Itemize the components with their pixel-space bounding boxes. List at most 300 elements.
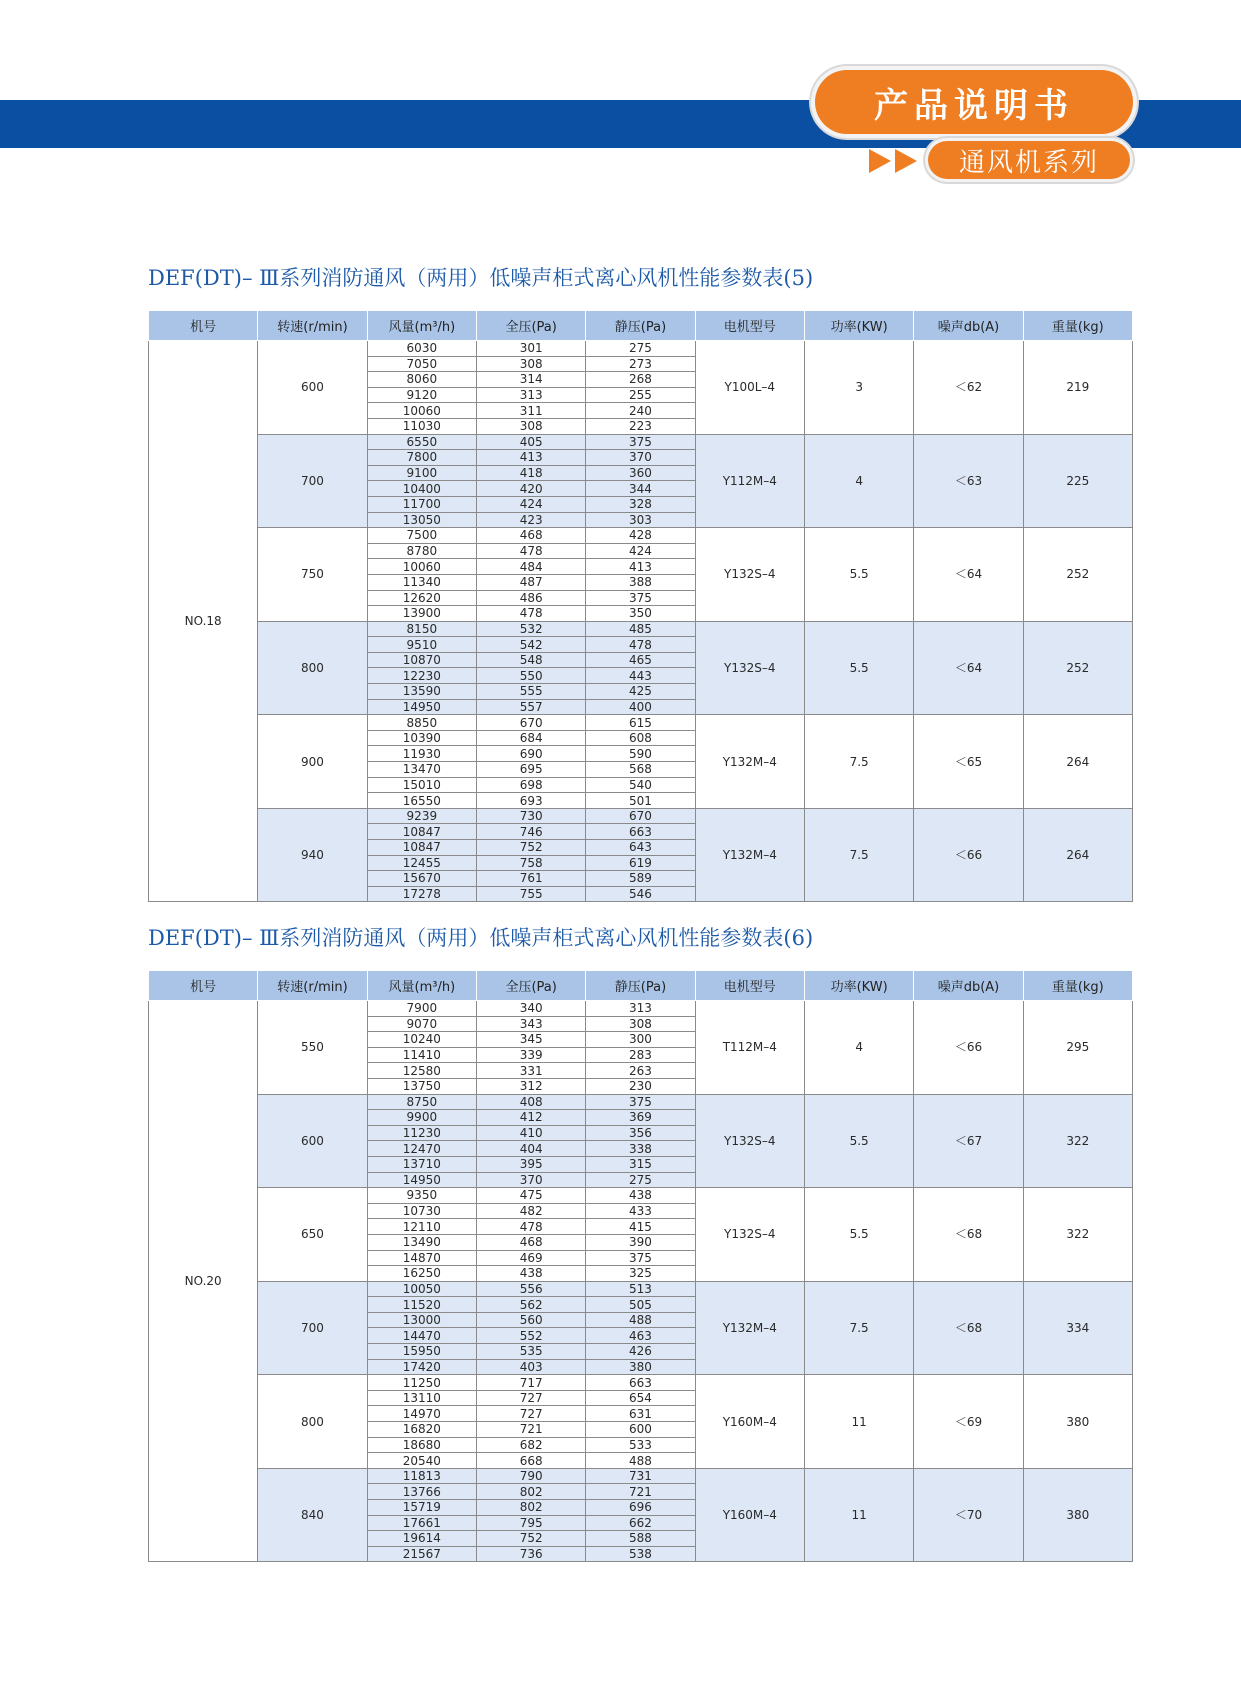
total-pressure-cell: 404: [476, 1141, 585, 1157]
airflow-cell: 8750: [367, 1094, 476, 1110]
total-pressure-cell: 403: [476, 1359, 585, 1375]
total-pressure-cell: 418: [476, 465, 585, 481]
total-pressure-cell: 548: [476, 652, 585, 668]
total-pressure-cell: 478: [476, 606, 585, 622]
airflow-cell: 20540: [367, 1453, 476, 1469]
airflow-cell: 11030: [367, 418, 476, 434]
static-pressure-cell: 273: [586, 356, 695, 372]
airflow-cell: 16250: [367, 1266, 476, 1282]
airflow-cell: 9120: [367, 387, 476, 403]
static-pressure-cell: 268: [586, 372, 695, 388]
airflow-cell: 17278: [367, 886, 476, 902]
noise-cell: ＜66: [914, 808, 1023, 902]
column-header: 风量(m³/h): [367, 971, 476, 1001]
brand-title: 产品说明书: [815, 70, 1133, 134]
total-pressure-cell: 562: [476, 1297, 585, 1313]
speed-cell: 750: [258, 528, 367, 622]
static-pressure-cell: 619: [586, 855, 695, 871]
airflow-cell: 17420: [367, 1359, 476, 1375]
total-pressure-cell: 487: [476, 574, 585, 590]
noise-cell: ＜67: [914, 1094, 1023, 1188]
table-row: [149, 341, 1133, 357]
noise-cell: ＜63: [914, 434, 1023, 528]
static-pressure-cell: 589: [586, 871, 695, 887]
airflow-cell: 6550: [367, 434, 476, 450]
motor-model-cell: Y100L–4: [695, 341, 804, 435]
static-pressure-cell: 538: [586, 1546, 695, 1562]
weight-cell: 264: [1023, 715, 1132, 809]
airflow-cell: 7050: [367, 356, 476, 372]
speed-cell: 900: [258, 715, 367, 809]
weight-cell: 252: [1023, 621, 1132, 715]
total-pressure-cell: 469: [476, 1250, 585, 1266]
total-pressure-cell: 312: [476, 1078, 585, 1094]
total-pressure-cell: 542: [476, 637, 585, 653]
header-row: [149, 311, 1133, 341]
table-row: [149, 1188, 1133, 1204]
static-pressure-cell: 631: [586, 1406, 695, 1422]
static-pressure-cell: 643: [586, 840, 695, 856]
total-pressure-cell: 313: [476, 387, 585, 403]
motor-model-cell: Y132S–4: [695, 621, 804, 715]
airflow-cell: 9350: [367, 1188, 476, 1204]
airflow-cell: 10847: [367, 840, 476, 856]
total-pressure-cell: 410: [476, 1125, 585, 1141]
airflow-cell: 12470: [367, 1141, 476, 1157]
airflow-cell: 18680: [367, 1437, 476, 1453]
total-pressure-cell: 556: [476, 1281, 585, 1297]
static-pressure-cell: 308: [586, 1016, 695, 1032]
total-pressure-cell: 308: [476, 418, 585, 434]
total-pressure-cell: 736: [476, 1546, 585, 1562]
airflow-cell: 11410: [367, 1047, 476, 1063]
static-pressure-cell: 283: [586, 1047, 695, 1063]
weight-cell: 380: [1023, 1375, 1132, 1469]
static-pressure-cell: 303: [586, 512, 695, 528]
speed-cell: 700: [258, 434, 367, 528]
airflow-cell: 13750: [367, 1078, 476, 1094]
airflow-cell: 8150: [367, 621, 476, 637]
weight-cell: 295: [1023, 1001, 1132, 1095]
total-pressure-cell: 484: [476, 559, 585, 575]
total-pressure-cell: 468: [476, 528, 585, 544]
airflow-cell: 11700: [367, 496, 476, 512]
total-pressure-cell: 752: [476, 840, 585, 856]
static-pressure-cell: 670: [586, 808, 695, 824]
airflow-cell: 13590: [367, 684, 476, 700]
airflow-cell: 8060: [367, 372, 476, 388]
column-header: 转速(r/min): [258, 311, 367, 341]
total-pressure-cell: 532: [476, 621, 585, 637]
column-header: 全压(Pa): [476, 311, 585, 341]
airflow-cell: 10730: [367, 1203, 476, 1219]
table-row: [149, 808, 1133, 824]
static-pressure-cell: 328: [586, 496, 695, 512]
noise-cell: ＜64: [914, 621, 1023, 715]
total-pressure-cell: 717: [476, 1375, 585, 1391]
airflow-cell: 14870: [367, 1250, 476, 1266]
table-row: [149, 1281, 1133, 1297]
total-pressure-cell: 790: [476, 1468, 585, 1484]
airflow-cell: 19614: [367, 1531, 476, 1547]
static-pressure-cell: 375: [586, 1250, 695, 1266]
total-pressure-cell: 475: [476, 1188, 585, 1204]
airflow-cell: 11813: [367, 1468, 476, 1484]
table-row: [149, 1094, 1133, 1110]
column-header: 电机型号: [695, 311, 804, 341]
airflow-cell: 13766: [367, 1484, 476, 1500]
airflow-cell: 7800: [367, 450, 476, 466]
static-pressure-cell: 369: [586, 1110, 695, 1126]
motor-model-cell: Y112M–4: [695, 434, 804, 528]
power-cell: 11: [804, 1375, 913, 1469]
airflow-cell: 10060: [367, 559, 476, 575]
total-pressure-cell: 468: [476, 1234, 585, 1250]
motor-model-cell: Y132M–4: [695, 715, 804, 809]
total-pressure-cell: 486: [476, 590, 585, 606]
power-cell: 5.5: [804, 1094, 913, 1188]
airflow-cell: 13490: [367, 1234, 476, 1250]
static-pressure-cell: 488: [586, 1453, 695, 1469]
column-header: 风量(m³/h): [367, 311, 476, 341]
static-pressure-cell: 546: [586, 886, 695, 902]
total-pressure-cell: 560: [476, 1312, 585, 1328]
total-pressure-cell: 408: [476, 1094, 585, 1110]
airflow-cell: 9100: [367, 465, 476, 481]
total-pressure-cell: 413: [476, 450, 585, 466]
speed-cell: 600: [258, 1094, 367, 1188]
total-pressure-cell: 761: [476, 871, 585, 887]
performance-table-6: [148, 970, 1133, 1562]
table-row: [149, 528, 1133, 544]
static-pressure-cell: 426: [586, 1344, 695, 1360]
airflow-cell: 12110: [367, 1219, 476, 1235]
motor-model-cell: Y132M–4: [695, 808, 804, 902]
total-pressure-cell: 331: [476, 1063, 585, 1079]
airflow-cell: 10050: [367, 1281, 476, 1297]
static-pressure-cell: 338: [586, 1141, 695, 1157]
power-cell: 7.5: [804, 1281, 913, 1375]
static-pressure-cell: 433: [586, 1203, 695, 1219]
airflow-cell: 13110: [367, 1390, 476, 1406]
noise-cell: ＜66: [914, 1001, 1023, 1095]
static-pressure-cell: 424: [586, 543, 695, 559]
column-header: 静压(Pa): [586, 311, 695, 341]
power-cell: 3: [804, 341, 913, 435]
column-header: 重量(kg): [1023, 971, 1132, 1001]
static-pressure-cell: 380: [586, 1359, 695, 1375]
static-pressure-cell: 463: [586, 1328, 695, 1344]
static-pressure-cell: 415: [586, 1219, 695, 1235]
airflow-cell: 6030: [367, 341, 476, 357]
static-pressure-cell: 425: [586, 684, 695, 700]
airflow-cell: 10400: [367, 481, 476, 497]
static-pressure-cell: 428: [586, 528, 695, 544]
static-pressure-cell: 590: [586, 746, 695, 762]
static-pressure-cell: 721: [586, 1484, 695, 1500]
static-pressure-cell: 600: [586, 1422, 695, 1438]
column-header: 全压(Pa): [476, 971, 585, 1001]
static-pressure-cell: 230: [586, 1078, 695, 1094]
static-pressure-cell: 275: [586, 341, 695, 357]
airflow-cell: 8780: [367, 543, 476, 559]
header-row: [149, 971, 1133, 1001]
airflow-cell: 13470: [367, 762, 476, 778]
total-pressure-cell: 340: [476, 1001, 585, 1017]
table-row: [149, 621, 1133, 637]
static-pressure-cell: 315: [586, 1156, 695, 1172]
weight-cell: 264: [1023, 808, 1132, 902]
total-pressure-cell: 412: [476, 1110, 585, 1126]
airflow-cell: 9239: [367, 808, 476, 824]
total-pressure-cell: 684: [476, 730, 585, 746]
airflow-cell: 9510: [367, 637, 476, 653]
static-pressure-cell: 388: [586, 574, 695, 590]
column-header: 噪声db(A): [914, 311, 1023, 341]
static-pressure-cell: 568: [586, 762, 695, 778]
noise-cell: ＜62: [914, 341, 1023, 435]
speed-cell: 600: [258, 341, 367, 435]
speed-cell: 700: [258, 1281, 367, 1375]
total-pressure-cell: 727: [476, 1390, 585, 1406]
static-pressure-cell: 344: [586, 481, 695, 497]
total-pressure-cell: 555: [476, 684, 585, 700]
speed-cell: 840: [258, 1468, 367, 1562]
airflow-cell: 10870: [367, 652, 476, 668]
airflow-cell: 14950: [367, 1172, 476, 1188]
motor-model-cell: Y160M–4: [695, 1375, 804, 1469]
static-pressure-cell: 540: [586, 777, 695, 793]
noise-cell: ＜65: [914, 715, 1023, 809]
column-header: 重量(kg): [1023, 311, 1132, 341]
power-cell: 5.5: [804, 1188, 913, 1282]
motor-model-cell: Y132S–4: [695, 1188, 804, 1282]
airflow-cell: 7500: [367, 528, 476, 544]
total-pressure-cell: 721: [476, 1422, 585, 1438]
static-pressure-cell: 501: [586, 793, 695, 809]
airflow-cell: 15670: [367, 871, 476, 887]
airflow-cell: 10240: [367, 1032, 476, 1048]
power-cell: 7.5: [804, 808, 913, 902]
motor-model-cell: Y132S–4: [695, 528, 804, 622]
airflow-cell: 11250: [367, 1375, 476, 1391]
airflow-cell: 15010: [367, 777, 476, 793]
airflow-cell: 15719: [367, 1500, 476, 1516]
total-pressure-cell: 535: [476, 1344, 585, 1360]
static-pressure-cell: 513: [586, 1281, 695, 1297]
static-pressure-cell: 465: [586, 652, 695, 668]
static-pressure-cell: 588: [586, 1531, 695, 1547]
total-pressure-cell: 370: [476, 1172, 585, 1188]
table-row: [149, 1468, 1133, 1484]
airflow-cell: 13000: [367, 1312, 476, 1328]
static-pressure-cell: 663: [586, 824, 695, 840]
weight-cell: 380: [1023, 1468, 1132, 1562]
noise-cell: ＜64: [914, 528, 1023, 622]
static-pressure-cell: 223: [586, 418, 695, 434]
total-pressure-cell: 314: [476, 372, 585, 388]
airflow-cell: 9900: [367, 1110, 476, 1126]
table-row: [149, 434, 1133, 450]
airflow-cell: 9070: [367, 1016, 476, 1032]
weight-cell: 322: [1023, 1094, 1132, 1188]
column-header: 功率(KW): [804, 311, 913, 341]
airflow-cell: 12230: [367, 668, 476, 684]
column-header: 机号: [149, 971, 258, 1001]
total-pressure-cell: 308: [476, 356, 585, 372]
airflow-cell: 11520: [367, 1297, 476, 1313]
total-pressure-cell: 405: [476, 434, 585, 450]
static-pressure-cell: 488: [586, 1312, 695, 1328]
airflow-cell: 11340: [367, 574, 476, 590]
series-label: 通风机系列: [928, 141, 1130, 179]
total-pressure-cell: 695: [476, 762, 585, 778]
airflow-cell: 10847: [367, 824, 476, 840]
airflow-cell: 14950: [367, 699, 476, 715]
total-pressure-cell: 693: [476, 793, 585, 809]
power-cell: 7.5: [804, 715, 913, 809]
motor-model-cell: Y160M–4: [695, 1468, 804, 1562]
double-arrow-icon: [869, 147, 921, 175]
static-pressure-cell: 375: [586, 434, 695, 450]
column-header: 噪声db(A): [914, 971, 1023, 1001]
model-cell: NO.20: [149, 1001, 258, 1562]
static-pressure-cell: 413: [586, 559, 695, 575]
static-pressure-cell: 360: [586, 465, 695, 481]
airflow-cell: 16550: [367, 793, 476, 809]
total-pressure-cell: 682: [476, 1437, 585, 1453]
total-pressure-cell: 670: [476, 715, 585, 731]
column-header: 机号: [149, 311, 258, 341]
performance-table-5: [148, 310, 1133, 902]
static-pressure-cell: 370: [586, 450, 695, 466]
total-pressure-cell: 482: [476, 1203, 585, 1219]
total-pressure-cell: 802: [476, 1484, 585, 1500]
weight-cell: 322: [1023, 1188, 1132, 1282]
motor-model-cell: Y132S–4: [695, 1094, 804, 1188]
airflow-cell: 21567: [367, 1546, 476, 1562]
total-pressure-cell: 552: [476, 1328, 585, 1344]
static-pressure-cell: 615: [586, 715, 695, 731]
total-pressure-cell: 727: [476, 1406, 585, 1422]
noise-cell: ＜68: [914, 1188, 1023, 1282]
total-pressure-cell: 752: [476, 1531, 585, 1547]
total-pressure-cell: 423: [476, 512, 585, 528]
total-pressure-cell: 550: [476, 668, 585, 684]
static-pressure-cell: 608: [586, 730, 695, 746]
total-pressure-cell: 395: [476, 1156, 585, 1172]
static-pressure-cell: 731: [586, 1468, 695, 1484]
airflow-cell: 14970: [367, 1406, 476, 1422]
total-pressure-cell: 311: [476, 403, 585, 419]
airflow-cell: 11930: [367, 746, 476, 762]
static-pressure-cell: 375: [586, 1094, 695, 1110]
static-pressure-cell: 400: [586, 699, 695, 715]
static-pressure-cell: 240: [586, 403, 695, 419]
static-pressure-cell: 263: [586, 1063, 695, 1079]
airflow-cell: 11230: [367, 1125, 476, 1141]
total-pressure-cell: 698: [476, 777, 585, 793]
airflow-cell: 17661: [367, 1515, 476, 1531]
power-cell: 5.5: [804, 528, 913, 622]
airflow-cell: 7900: [367, 1001, 476, 1017]
speed-cell: 800: [258, 621, 367, 715]
column-header: 功率(KW): [804, 971, 913, 1001]
table-row: [149, 1375, 1133, 1391]
static-pressure-cell: 325: [586, 1266, 695, 1282]
power-cell: 4: [804, 1001, 913, 1095]
model-cell: NO.18: [149, 341, 258, 902]
static-pressure-cell: 663: [586, 1375, 695, 1391]
airflow-cell: 16820: [367, 1422, 476, 1438]
speed-cell: 940: [258, 808, 367, 902]
static-pressure-cell: 313: [586, 1001, 695, 1017]
total-pressure-cell: 478: [476, 543, 585, 559]
static-pressure-cell: 275: [586, 1172, 695, 1188]
speed-cell: 650: [258, 1188, 367, 1282]
static-pressure-cell: 255: [586, 387, 695, 403]
static-pressure-cell: 300: [586, 1032, 695, 1048]
weight-cell: 219: [1023, 341, 1132, 435]
airflow-cell: 12455: [367, 855, 476, 871]
static-pressure-cell: 533: [586, 1437, 695, 1453]
static-pressure-cell: 662: [586, 1515, 695, 1531]
static-pressure-cell: 390: [586, 1234, 695, 1250]
motor-model-cell: Y132M–4: [695, 1281, 804, 1375]
static-pressure-cell: 485: [586, 621, 695, 637]
total-pressure-cell: 478: [476, 1219, 585, 1235]
total-pressure-cell: 557: [476, 699, 585, 715]
total-pressure-cell: 339: [476, 1047, 585, 1063]
static-pressure-cell: 654: [586, 1390, 695, 1406]
table-title-6: DEF(DT)– Ⅲ系列消防通风（两用）低噪声柜式离心风机性能参数表(6): [148, 926, 814, 950]
total-pressure-cell: 802: [476, 1500, 585, 1516]
total-pressure-cell: 438: [476, 1266, 585, 1282]
column-header: 电机型号: [695, 971, 804, 1001]
static-pressure-cell: 505: [586, 1297, 695, 1313]
power-cell: 4: [804, 434, 913, 528]
noise-cell: ＜70: [914, 1468, 1023, 1562]
total-pressure-cell: 755: [476, 886, 585, 902]
speed-cell: 550: [258, 1001, 367, 1095]
weight-cell: 334: [1023, 1281, 1132, 1375]
total-pressure-cell: 668: [476, 1453, 585, 1469]
airflow-cell: 12620: [367, 590, 476, 606]
column-header: 静压(Pa): [586, 971, 695, 1001]
power-cell: 5.5: [804, 621, 913, 715]
motor-model-cell: T112M–4: [695, 1001, 804, 1095]
total-pressure-cell: 420: [476, 481, 585, 497]
power-cell: 11: [804, 1468, 913, 1562]
weight-cell: 252: [1023, 528, 1132, 622]
airflow-cell: 8850: [367, 715, 476, 731]
static-pressure-cell: 438: [586, 1188, 695, 1204]
total-pressure-cell: 301: [476, 341, 585, 357]
total-pressure-cell: 758: [476, 855, 585, 871]
total-pressure-cell: 730: [476, 808, 585, 824]
static-pressure-cell: 350: [586, 606, 695, 622]
table-row: [149, 715, 1133, 731]
static-pressure-cell: 356: [586, 1125, 695, 1141]
airflow-cell: 10060: [367, 403, 476, 419]
airflow-cell: 13050: [367, 512, 476, 528]
noise-cell: ＜68: [914, 1281, 1023, 1375]
static-pressure-cell: 696: [586, 1500, 695, 1516]
total-pressure-cell: 345: [476, 1032, 585, 1048]
airflow-cell: 10390: [367, 730, 476, 746]
airflow-cell: 13900: [367, 606, 476, 622]
airflow-cell: 13710: [367, 1156, 476, 1172]
